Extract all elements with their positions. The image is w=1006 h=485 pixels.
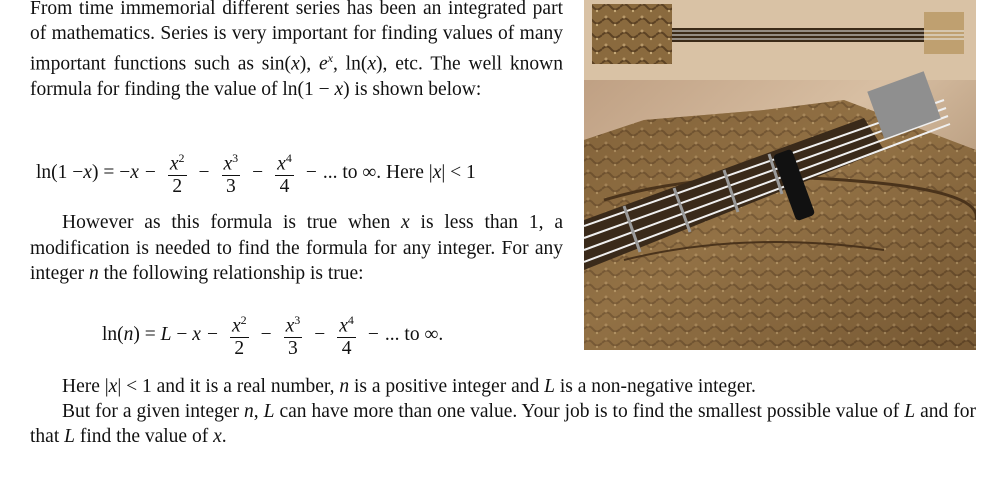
body-text: .: [221, 426, 227, 447]
math-var: L: [904, 401, 916, 422]
math-var: x: [401, 212, 410, 233]
math-var: e: [318, 53, 328, 75]
math-var: x: [291, 53, 300, 75]
math-exponent: 2: [178, 151, 185, 166]
math-var: x: [334, 78, 344, 100]
math-var: n: [123, 324, 134, 345]
body-text: Here |: [62, 376, 109, 397]
body-text: can have more than one value. Your job is to find the smallest possible value of: [274, 401, 905, 422]
body-text: ,: [253, 401, 264, 422]
minus-sign: −: [206, 324, 218, 345]
math-exponent: 2: [240, 313, 247, 328]
math-exponent: 4: [285, 151, 292, 166]
body-text: is a non-negative integer.: [554, 376, 756, 397]
series-formula-ln-one-minus-x: [36, 138, 476, 208]
math-var: L: [263, 401, 275, 422]
intro-text: ),: [299, 53, 319, 75]
modification-paragraph: [30, 210, 563, 287]
math-var: x: [223, 153, 233, 175]
math-var: x: [432, 162, 442, 183]
fraction-x2-over-2: [230, 310, 249, 360]
formula-tail: ... to ∞. Here |: [322, 162, 433, 183]
formula-lhs: ln(: [102, 324, 124, 345]
minus-sign: −: [314, 324, 326, 345]
minus-sign: −: [367, 324, 379, 345]
constraints-paragraph: [30, 374, 976, 399]
body-text: find the value of: [74, 426, 214, 447]
fraction-denominator: 3: [288, 337, 298, 359]
intro-text: From time immemorial different series has been an integrated part of mathematics. Series is very important for finding values of many important functions such as sin(: [30, 0, 563, 75]
math-var: n: [244, 401, 254, 422]
formula-condition: | < 1: [441, 162, 476, 183]
minus-sign: −: [252, 162, 264, 183]
task-paragraph: [30, 399, 976, 449]
math-var: x: [367, 53, 376, 75]
math-exponent: 4: [347, 313, 354, 328]
fraction-denominator: 2: [234, 337, 245, 359]
fraction-x2-over-2: [168, 148, 187, 198]
math-var: n: [339, 376, 350, 397]
body-text: But for a given integer: [62, 401, 245, 422]
math-var: x: [277, 153, 286, 175]
math-exponent: x: [327, 51, 333, 65]
fraction-denominator: 3: [225, 175, 236, 197]
fraction-x4-over-4: [337, 310, 356, 360]
math-var: x: [130, 162, 139, 183]
formula-eq: ) = −: [91, 162, 131, 183]
fraction-denominator: 2: [172, 175, 183, 197]
fraction-x3-over-3: [222, 148, 241, 198]
math-var: L: [64, 426, 75, 447]
series-formula-ln-n: [102, 300, 443, 370]
body-text: is a positive integer and: [349, 376, 545, 397]
body-text: is less than 1, a modification is needed to find the formula for any integer. For any integer: [30, 212, 563, 284]
intro-paragraph: [30, 0, 563, 102]
minus-sign: −: [171, 324, 193, 345]
math-var: x: [169, 153, 179, 175]
minus-sign: −: [144, 162, 156, 183]
intro-text: ), etc. The well known formula for finding the value of ln(1 −: [30, 53, 564, 100]
formula-lhs: ln(1 −: [36, 162, 84, 183]
body-text: | < 1 and it is a real number,: [117, 376, 340, 397]
body-text: the following relationship is true:: [98, 263, 364, 284]
math-var: x: [83, 162, 92, 183]
math-exponent: 3: [294, 313, 301, 328]
formula-eq: ) =: [133, 324, 161, 345]
minus-sign: −: [198, 162, 210, 183]
intro-text: ) is shown below:: [343, 78, 482, 100]
math-var: L: [544, 376, 555, 397]
intro-text: , ln(: [332, 53, 368, 75]
bass-guitar-on-log-photo: [584, 0, 976, 350]
fraction-denominator: 4: [279, 175, 290, 197]
math-var: x: [192, 324, 201, 345]
math-var: n: [89, 263, 99, 284]
minus-sign: −: [260, 324, 272, 345]
minus-sign: −: [305, 162, 317, 183]
fraction-denominator: 4: [341, 337, 352, 359]
fraction-x4-over-4: [275, 148, 294, 198]
math-var: x: [339, 315, 348, 337]
fraction-x3-over-3: [284, 310, 303, 360]
math-var: L: [160, 324, 172, 345]
math-var: x: [231, 315, 241, 337]
formula-tail: ... to ∞.: [384, 324, 444, 345]
math-exponent: 3: [232, 151, 239, 166]
math-var: x: [285, 315, 295, 337]
photo-illustration: [584, 0, 976, 350]
body-text: However as this formula is true when: [62, 212, 402, 233]
math-var: x: [213, 426, 222, 447]
body-text: and for that: [30, 401, 976, 447]
math-var: x: [108, 376, 118, 397]
